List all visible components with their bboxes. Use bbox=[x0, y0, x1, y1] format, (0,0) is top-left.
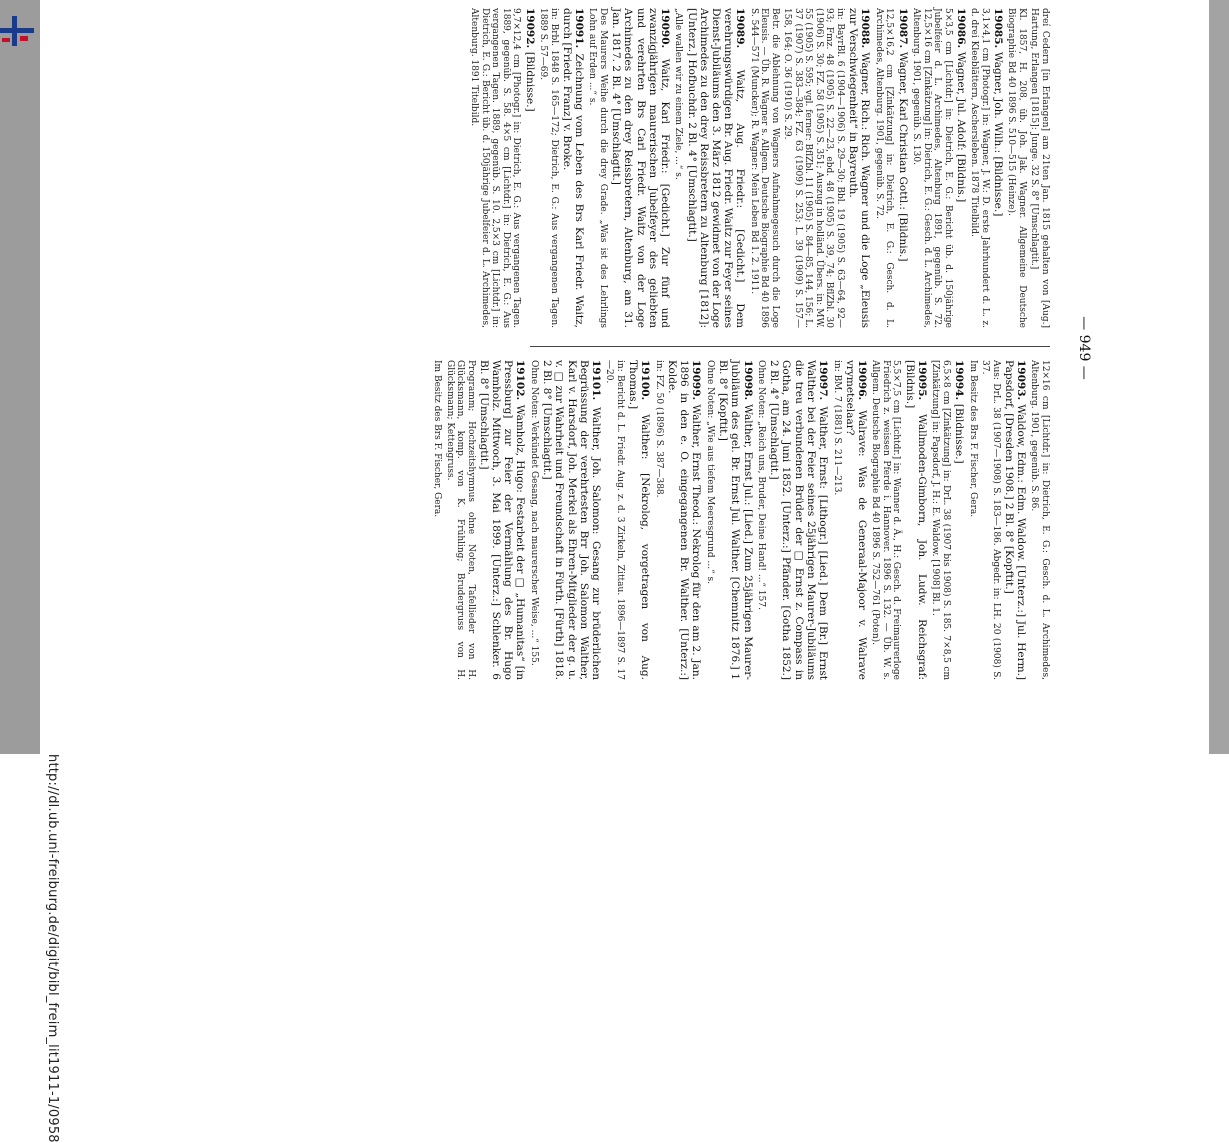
entry-text: Waitz, Aug. Friedr.: [Gedicht.] Dem verehrungswürdigen Br. Aug. Friedr. Waitz zur Feyer seines Dienst-Jubiläums den 3. März 1812 gewidmet von der Loge Archimedes zu den drey Reissbretern zu Altenburg [1812]: [Unterz.] Hofbuchdr. 2 Bl. 4° [Umschlagtit.] bbox=[685, 8, 747, 328]
entry-text: Betr. die Ablehnung von Wagners Aufnahmegesuch durch die Loge Eleusis. — Üb. R. Wagner s. Allgem. Deutsche Biographie Bd 40 1896 S. 544—571 (Muncker); R. Wagner: Mein Leben Bd 1. 2. 1911. bbox=[748, 8, 780, 328]
entry-number: 19094. bbox=[953, 360, 966, 404]
bibliography-entry bbox=[538, 8, 559, 328]
entry-number: 19091. bbox=[572, 8, 585, 54]
entry-text: Wagner, Rich.: Rich. Wagner und die Loge „Eleusis zur Verschwiegenheit“ in Bayreuth. bbox=[847, 8, 872, 328]
bibliography-entry bbox=[969, 8, 990, 328]
bibliography-entry bbox=[1006, 8, 1027, 328]
bibliography-entry bbox=[685, 8, 746, 328]
bibliography-entry bbox=[768, 360, 829, 680]
bibliography-entry bbox=[967, 360, 978, 680]
viewer-left-margin bbox=[0, 0, 40, 754]
bibliography-entry bbox=[717, 360, 754, 680]
bibliography-entry bbox=[896, 8, 908, 328]
bibliography-entry bbox=[844, 360, 868, 680]
right-column bbox=[150, 360, 1050, 680]
entry-text: 12,5×16,2 cm [Zinkätzung] in: Dietrich, E. G.: Gesch. d. L. Archimedes, Altenburg. 1901, gegenüb. S. 72. bbox=[873, 8, 895, 328]
bibliography-entry bbox=[847, 8, 871, 328]
scanned-page bbox=[140, 8, 1160, 748]
entry-number: 19100. bbox=[639, 360, 652, 415]
bibliography-entry bbox=[756, 360, 767, 680]
entry-text: [Bildnisse.] bbox=[523, 51, 536, 112]
entry-text: Wagner, Joh. Wilh.: [Bildnisse.] bbox=[992, 51, 1004, 217]
bibliography-entry bbox=[870, 360, 902, 680]
entry-text: Walther, Ernst Jul.: [Lied.] Zum 25jährigen Maurer-Jubiläum des gel. Br. Ernst Jul. Walther. [Chemnitz 1876.] 1 Bl. 8° [Kopftit.] bbox=[717, 360, 754, 680]
bibliography-entry bbox=[561, 8, 585, 328]
entry-text: Waitz, Karl Friedr.: [Gedicht.] Zur fünf und zwanzigjährigen maurerischen Jubelfeyer des geliebten und verehrten Brs Carl Friedr. Waitz von der Loge Archimedes zu den drey Reissbretern, Altenburg, am 31. Jan. 1817. 2 Bl. 4° [Umschlagtit.] bbox=[610, 8, 671, 328]
entry-text: Ohne Noten: Verkündet Gesang, nach maurerscher Weise, ...“ 155. bbox=[528, 360, 539, 666]
rotated-page-content bbox=[140, 8, 1160, 688]
bibliography-entry bbox=[992, 8, 1004, 328]
entry-number: 19086. bbox=[954, 8, 967, 52]
bibliography-entry bbox=[528, 360, 539, 680]
bibliography-entry bbox=[873, 8, 894, 328]
bibliography-entry bbox=[930, 360, 951, 680]
entry-number: 19085. bbox=[992, 8, 1004, 52]
entry-text: Ohne Noten: „Reich uns, Bruder, Deine Hand! ...“ 157. bbox=[756, 360, 767, 610]
bibliography-entry bbox=[541, 360, 602, 680]
bibliography-entry bbox=[478, 360, 527, 680]
entry-text: dreí Cedern [in Erlangen] am 21ten Jan. 1815 gehalten von [Aug.] Hartung, Erlangen [1815]: Junge. 32 S. 8° [Umschlagtit.] bbox=[1029, 8, 1050, 328]
entry-text: Programm; Hochzeitshymnus ohne Noten, Tafellieder von H. Glücksmann, komp. von K. Frühling; Brudergruss von H. Glücksmann; Kettengruss. bbox=[444, 360, 476, 680]
entry-number: 19099. bbox=[690, 360, 703, 405]
entry-text: Wamholz, Hugo: Festarbeit der □ „Humanitas“ [in Pressburg] zur Feier der Vermählung des Br. Hugo Wamholz. Mittwoch, 3. Mai 1899. [Unterz.:] Schlenker. 6 Bl. 8° [Umschlagtit.] bbox=[477, 360, 527, 680]
entry-number: 19096. bbox=[855, 360, 868, 411]
bibliography-entry bbox=[955, 8, 967, 328]
entry-text: Wallmoden-Gimborn, Joh. Ludw. Reichsgraf: [Bildnis.] bbox=[903, 360, 928, 681]
bibliography-entry bbox=[1029, 360, 1050, 680]
bibliography-entry bbox=[653, 360, 664, 680]
bibliography-entry bbox=[831, 360, 842, 680]
entry-text: Des Maurers Weihe durch die drey Grade. „Was ist des Lehrlings Lohn auf Erden ...“ s. bbox=[587, 8, 608, 328]
source-url: http://dl.ub.uni-freiburg.de/digit/bibl_freim_lit1911-1/0958 bbox=[45, 754, 60, 1143]
entry-number: 19092. bbox=[523, 8, 536, 52]
column-divider bbox=[530, 346, 1050, 347]
entry-number: 19087. bbox=[896, 8, 909, 52]
entry-number: 19093. bbox=[1015, 360, 1027, 405]
university-logo-icon bbox=[0, 8, 34, 54]
entry-text: Ohne Noten: „Wie aus tiefem Meeresgrund ...“ s. bbox=[704, 360, 715, 585]
entry-text: Waldow, Edm.: Edm. Waldow. [Unterz.:] Jul. Herm.] Papsdorf, [Dresden 1908.] 2 Bl. 8° [Kopftit.] bbox=[1002, 360, 1027, 681]
entry-text: „Alle wallen wir zu einem Ziele, ...“ s. bbox=[673, 8, 684, 180]
entry-text: in: BM. 7 (1881) S. 211—213. bbox=[831, 360, 842, 496]
entry-text: Kl. 1857, H. 208, üb. Joh. Jak. Wagner. Allgemeine Deutsche Biographie Bd 40 1896 S. 510—515 (Heinze). bbox=[1006, 8, 1027, 328]
entry-number: 19097. bbox=[817, 360, 830, 407]
entry-text: Wagner, Karl Christian Gottl.: [Bildnis.] bbox=[896, 51, 909, 262]
bibliography-entry bbox=[782, 8, 845, 328]
entry-text: Im Besitz des Brs F. Fischer, Gera. bbox=[432, 360, 443, 518]
entry-text: 6,5×8 cm [Zinkätzung] in: DrL. 38 (1907 bis 1908) S. 185. 7×8,5 cm [Zinkätzung] in: Papsdorf, J. H.: E. Waldow. [1908] Bl. 1. bbox=[930, 360, 951, 680]
entry-text: in: Bericht d. L. Friedr. Aug. z. d. 3 Zirkeln, Zittau. 1896—1897 S. 17—20. bbox=[604, 360, 625, 680]
entry-number: 19102. bbox=[514, 360, 527, 405]
entry-number: 19098. bbox=[741, 360, 754, 405]
entry-number: 19090. bbox=[658, 8, 671, 59]
bibliography-entry bbox=[627, 360, 651, 680]
entry-number: 19095. bbox=[915, 360, 928, 415]
entry-number: 19088. bbox=[859, 8, 872, 53]
entry-text: Aus: DrL. 38 (1907—1908) S. 183—186. Abgedr. in: LH. 20 (1908) S. 37. bbox=[980, 360, 1001, 680]
bibliography-entry bbox=[666, 360, 703, 680]
bibliography-entry bbox=[953, 360, 965, 680]
entry-text: 9,7×12,4 cm [Photogr.] in: Dietrich, E. G.: Aus vergangenen Tagen. 1889, gegenüb. S. 58. 4×5 cm [Lichtdr.] in: Dietrich, E. G.: Aus vergangenen Tagen. 1889, gegenüb. S. 10. 2,5×3 cm [Lichtdr.] in: Dietrich, E. G.: Bericht üb. d. 150jährige Jubelfeier d. L. Archimedes, Altenburg. 1891 Titelbild. bbox=[469, 8, 522, 328]
bibliography-entry bbox=[469, 8, 522, 328]
entry-text: Im Besitz des Brs F. Fischer, Gera. bbox=[967, 360, 978, 518]
entry-number: 19101. bbox=[589, 360, 602, 408]
entry-text: in: FZ. 50 (1896) S. 387—388. bbox=[653, 360, 664, 498]
bibliography-entry bbox=[523, 8, 535, 328]
bibliography-entry bbox=[748, 8, 780, 328]
page-number: — 949 — bbox=[1076, 316, 1092, 380]
bibliography-entry bbox=[1029, 8, 1050, 328]
entry-text: 3,1×4,1 cm [Photogr.] in: Wagner, J. W.: D. erste Jahrhundert d. L. z. d. drei Kleeblättern, Aschersleben. 1878 Titelbild. bbox=[969, 8, 990, 328]
entry-text: in: Brbl. 1848 S. 165—172; Dietrich, E. G.: Aus vergangenen Tagen. 1889 S. 57—69. bbox=[538, 8, 559, 328]
bibliography-entry bbox=[1003, 360, 1027, 680]
bibliography-entry bbox=[911, 8, 953, 328]
entry-text: 12×16 cm [Lichtdr.] in: Dietrich, E. G.: Gesch. d. L. Archimedes, Altenburg. 1901, gegenüb. S. 86. bbox=[1029, 360, 1050, 680]
entry-text: Walther: [Nekrolog, vorgetragen von Aug. Thomas.] bbox=[627, 360, 652, 680]
entry-text: Wagner, Jul. Adolf: [Bildnis.] bbox=[954, 51, 967, 203]
bibliography-entry bbox=[673, 8, 684, 328]
entry-number: 19089. bbox=[734, 8, 747, 70]
entry-text: Walther, Ernst: [Lithogr.] [Lied.] Dem [Br.] Ernst Walther bei der Feier seines 25jährigen Maurer-Jubiläums die treu verbundenen Brüder der □ Ernst z. Compass in Gotha, am 24. Juni 1852. [Unterz.:] Pfänder. [Gotha 1852.] 2 Bl. 4° [Umschlagtit.] bbox=[768, 360, 830, 680]
entry-text: in: BayrBl. 6 (1904—1906) S. 29—30; Bbl. 19 (1905) S. 63—64, 92—93; Fmz. 48 (1905) S. 22—23, ebd. 48 (1905) S. 39, 74; BflZbl. 30 (1906) S. 30; FZ. 58 (1905) S. 351; Auszug in holländ. Übers. in: MW. 55 (1905) S. 595; vgl. ferner: BflZbl. 11 (1905) S. 84—85, 144, 156; L. 37 (1907) S. 383—384; FZ. 63 (1909) S. 253; L. 39 (1909) S. 157—158, 164; O. 36 (1910) S. 29. bbox=[782, 8, 845, 328]
entry-text: 5,5×7,5 cm [Lichtdr.] in: Wanner d. Ä., H.: Gesch. d. Freimaurerloge Friedrich z. weissen Pferde i. Hannover. 1896 S. 132. — Üb. W. s. Allgem. Deutsche Biographie Bd 40 1896 S. 752—761 (Poten). bbox=[870, 360, 902, 680]
bibliography-entry bbox=[444, 360, 476, 680]
bibliography-entry bbox=[704, 360, 715, 680]
entry-text: 5×3,5 cm [Lichtdr.] in: Dietrich, E. G.: Bericht üb. d. 150jährige Jubelfeier d. L. Archimedes, Altenburg 1891, gegenüb. S. 72. 12,5×16 cm [Zinkätzung] in: Dietrich, E. G.: Gesch. d. L. Archimedes, Altenburg. 1901, gegenüb. S. 130. bbox=[911, 8, 953, 328]
entry-text: Walther, Ernst Theod.: Nekrolog für den am 2. Jan. 1896 in den e. O. eingegangenen Br. Walther. [Unterz.:] Kolde. bbox=[666, 360, 703, 680]
bibliography-entry bbox=[610, 8, 671, 328]
bibliography-entry bbox=[432, 360, 443, 680]
entry-text: Walther, Joh. Salomon: Gesang zur brüderlichen Begrüssung der verehrtesten Brr Joh. Salomon Walther, Karl v. Harsdorf, Joh. Merkel als Ehren-Mitglieder der g. u. v. □ zur Wahrheit und Freundschaft in Fürth. [Fürth] 1818. 2 Bl. 8° [Umschlagtit.] bbox=[541, 360, 602, 680]
bibliography-entry bbox=[980, 360, 1001, 680]
viewer-right-margin bbox=[1209, 0, 1229, 754]
entry-text: [Bildnisse.] bbox=[953, 403, 966, 464]
entry-text: Zeichnung vom Leben des Brs Karl Friedr. Waitz, durch [Friedr. Franz] v. Broke. bbox=[560, 8, 585, 328]
bibliography-entry bbox=[587, 8, 608, 328]
left-column bbox=[150, 8, 1050, 328]
bibliography-entry bbox=[604, 360, 625, 680]
bibliography-entry bbox=[903, 360, 927, 680]
entry-text: Walrave: Was de Generaal-Majoor v. Walrave vrymetselaar? bbox=[843, 360, 868, 681]
